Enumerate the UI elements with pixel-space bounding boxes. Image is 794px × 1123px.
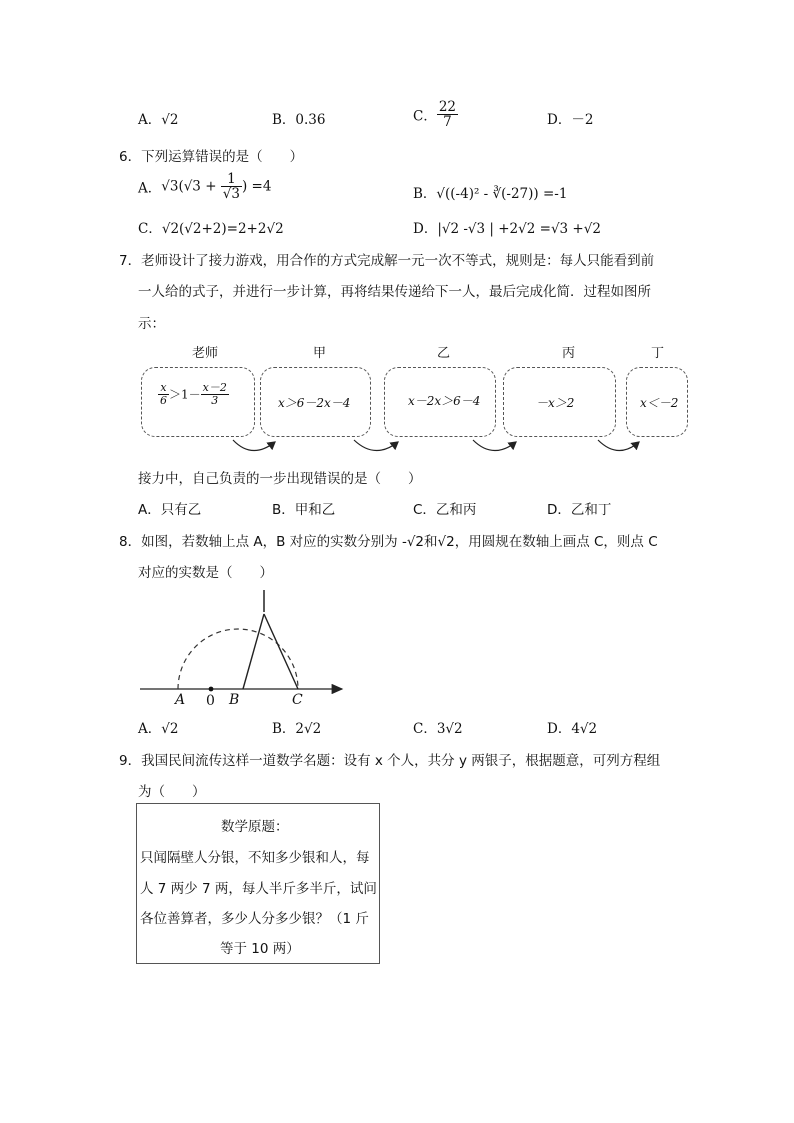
q7-option-c[interactable]: C．乙和丙 [413,502,477,518]
q7-option-d[interactable]: D．乙和丁 [547,502,612,518]
q6-option-b[interactable]: B．√((-4)² - ∛(-27)) =-1 [413,186,568,202]
role-bing: 丙 [562,346,576,361]
label-b: B [229,692,240,708]
role-yi: 乙 [437,346,451,361]
label-a: A [175,692,186,708]
label-c: C [292,692,303,708]
role-ding: 丁 [651,346,665,361]
q8-option-c[interactable]: C．3√2 [413,721,463,737]
q6-stem: 6．下列运算错误的是（ ） [119,149,304,165]
q8-option-d[interactable]: D．4√2 [547,721,598,737]
box-bing-expr: －x＞2 [536,396,575,410]
q7-option-b[interactable]: B．甲和乙 [272,502,336,518]
role-jia: 甲 [313,346,327,361]
q9-stem-line1: 9．我国民间流传这样一道数学名题：设有 x 个人，共分 y 两银子，根据题意，可列方程组 [119,753,661,769]
q5-option-b[interactable]: B．0.36 [272,112,326,128]
fraction: $\frac{22}{7}$ [438,99,457,131]
q7-stem-line2: 一人给的式子，并进行一步计算，再将结果传递给下一人，最后完成化简．过程如图所 [138,284,651,300]
q8-option-b[interactable]: B．2√2 [272,721,322,737]
role-teacher: 老师 [192,346,219,361]
q8-option-a[interactable]: A．√2 [138,721,179,737]
label-origin: 0 [206,693,215,709]
q5-option-d[interactable]: D．－2 [547,112,594,128]
q8-stem-line1: 8．如图，若数轴上点 A，B 对应的实数分别为 -√2和√2，用圆规在数轴上画点 C，则点 C [119,534,658,550]
q6-option-d[interactable]: D．|√2 -√3 | +2√2 =√3 +√2 [413,221,601,237]
q6-option-c[interactable]: C．√2(√2+2)=2+2√2 [138,221,284,237]
q7-stem-line1: 7．老师设计了接力游戏，用合作的方式完成解一元一次不等式，规则是：每人只能看到前 [119,253,655,269]
q7-option-a[interactable]: A．只有乙 [138,502,202,518]
q9-stem-line2: 为（ ） [138,784,206,800]
original-problem-line2: 人 7 两少 7 两，每人半斤多半斤，试问 [140,881,377,897]
box-yi-expr: x－2x＞6－4 [408,394,481,408]
q8-stem-line2: 对应的实数是（ ） [138,565,273,581]
box-teacher-expr: $\frac{x}{6}$ ＞1－ $\frac{x-2}{3}$ [160,381,227,407]
q6-option-a[interactable]: A．√3(√3 + $\frac{1}{√3}$ ) =4 [138,171,272,203]
original-problem-line1: 只闻隔壁人分银，不知多少银和人，每 [140,850,370,866]
fraction: $\frac{1}{√3}$ [222,171,240,203]
compass-left-leg [243,614,264,689]
box-ding-expr: x＜－2 [640,396,679,410]
q7-question: 接力中，自己负责的一步出现错误的是（ ） [138,471,422,487]
dashed-arc [178,629,298,689]
q7-stem-line3: 示： [138,316,165,332]
box-jia-expr: x＞6－2x－4 [278,396,351,410]
q5-option-a[interactable]: A．√2 [138,112,179,128]
original-problem-title: 数学原题： [221,819,289,835]
q5-option-c[interactable]: C． $\frac{22}{7}$ [413,99,457,131]
compass-right-leg [264,614,298,689]
origin-point [209,687,214,692]
original-problem-line4: 等于 10 两） [220,941,300,957]
original-problem-line3: 各位善算者，多少人分多少银？（1 斤 [140,911,369,927]
